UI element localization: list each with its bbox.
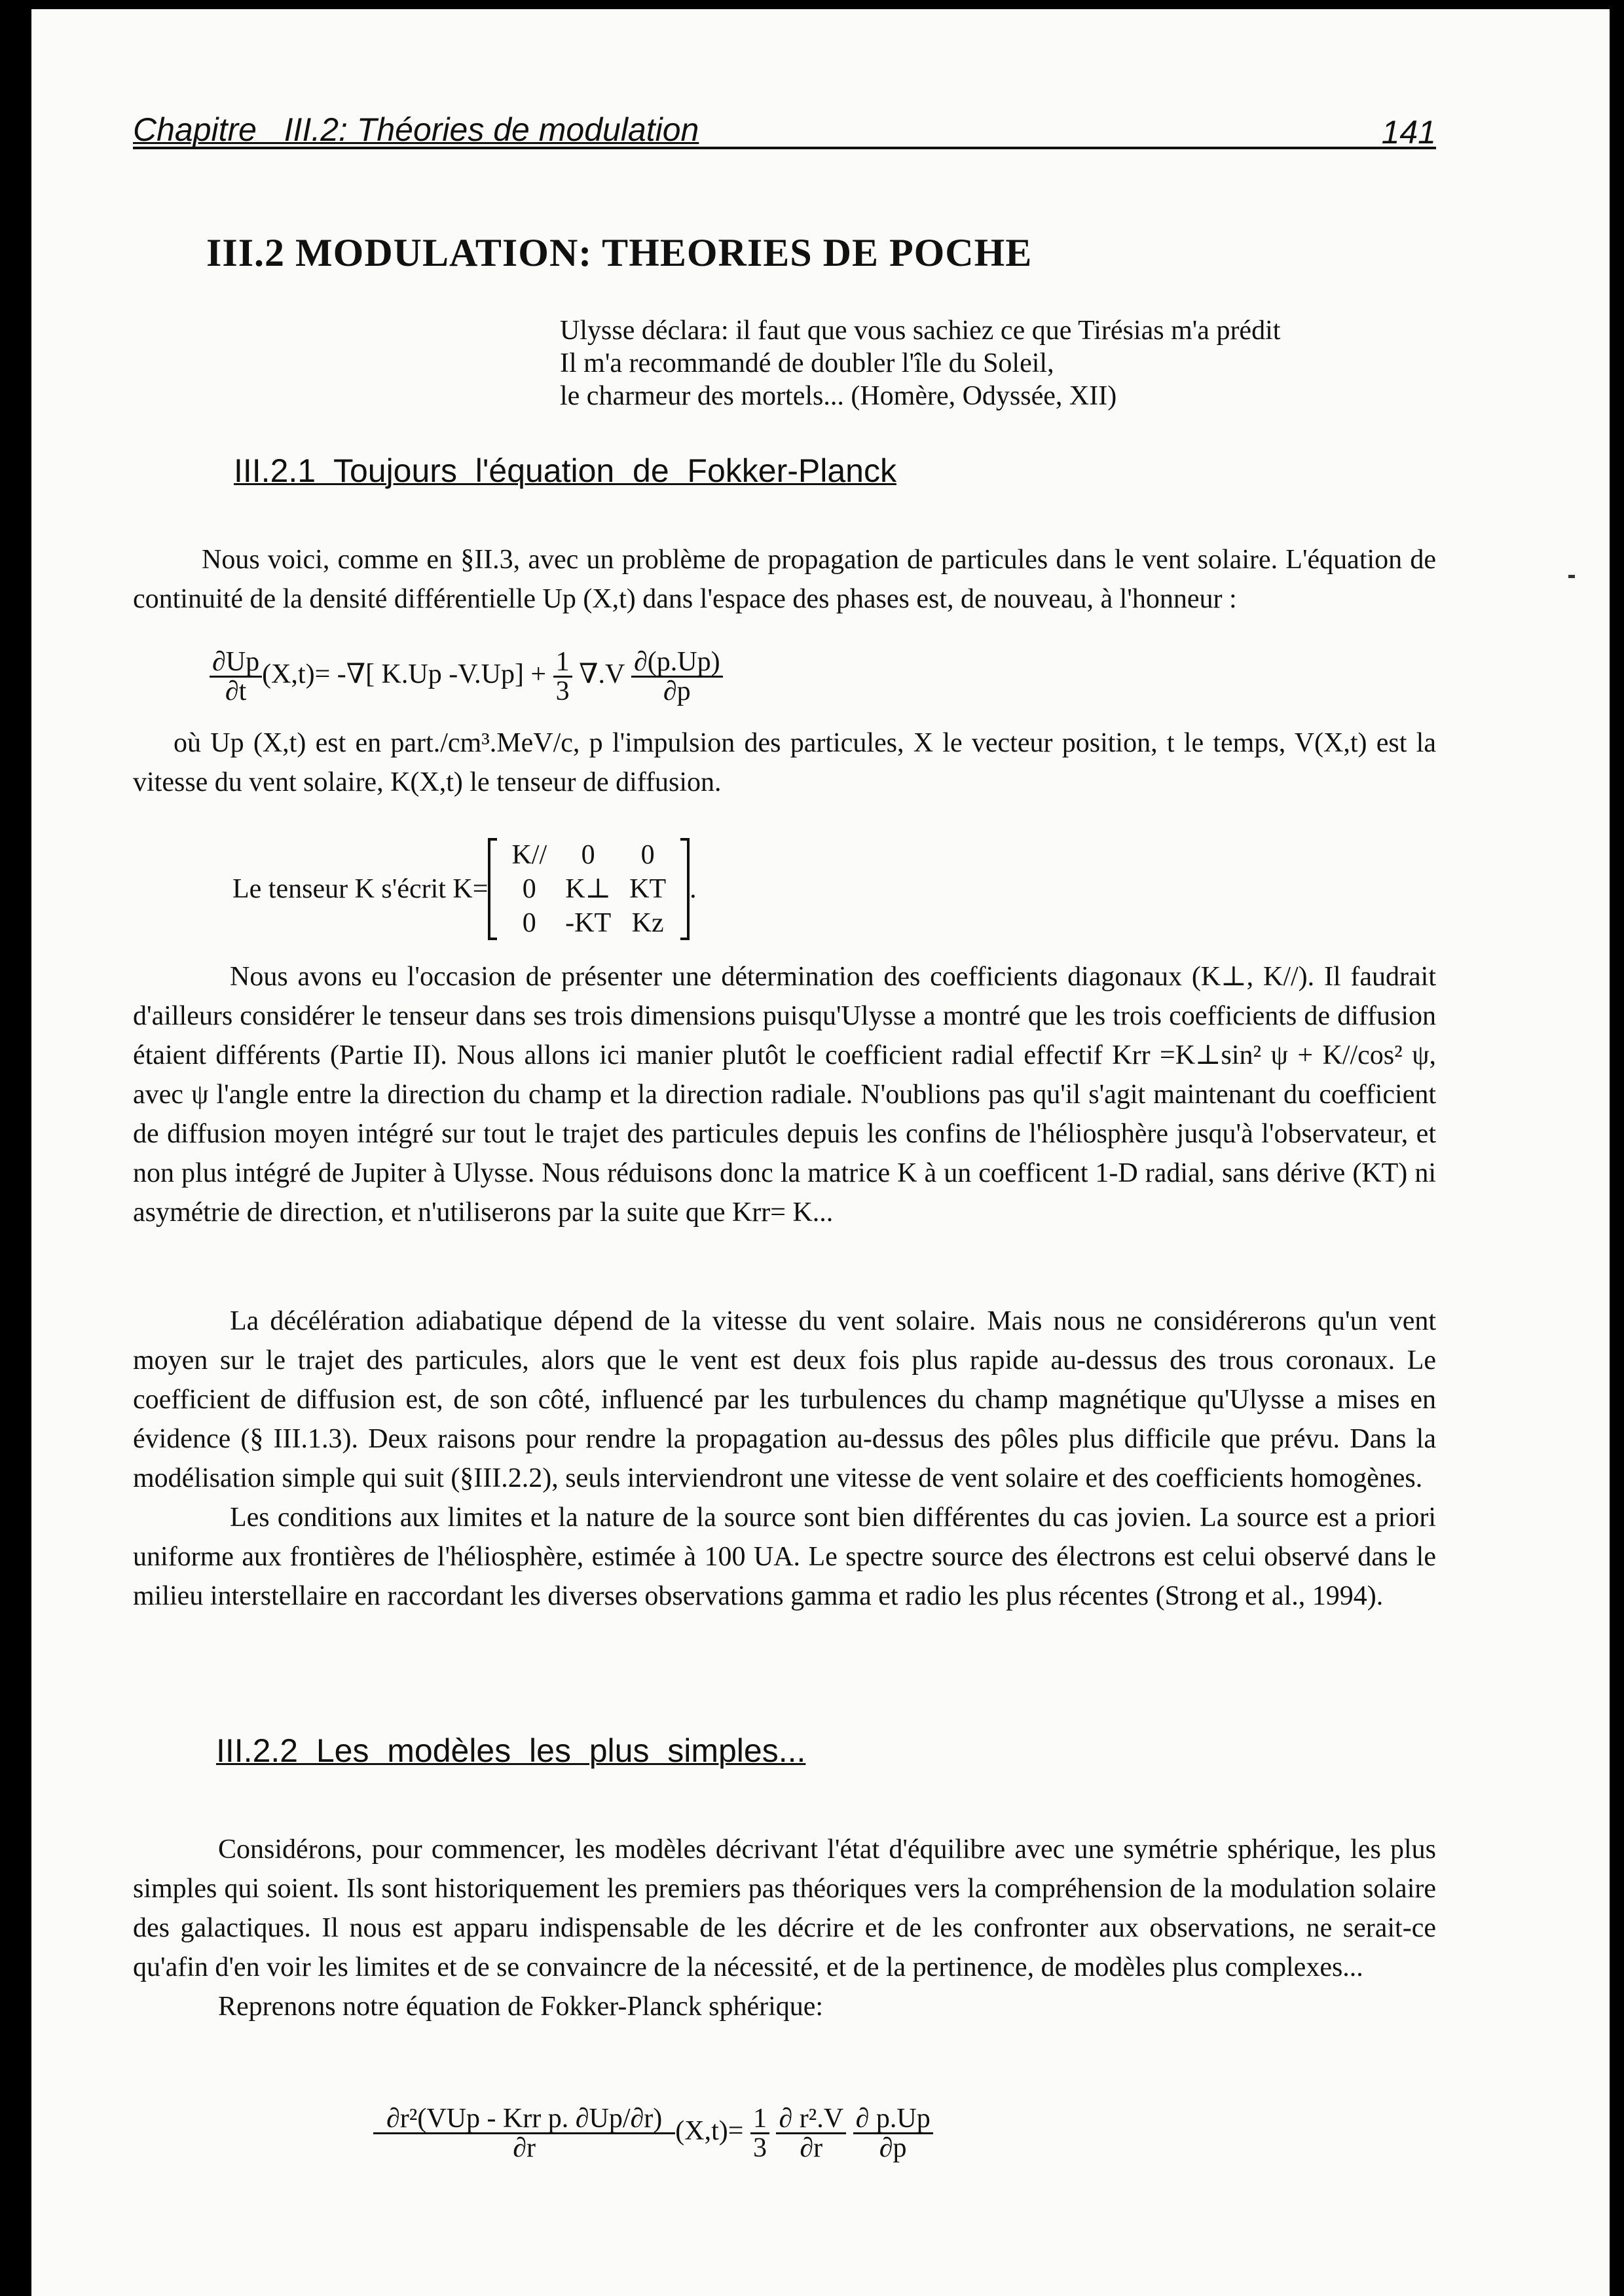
fraction: $\frac{\text{∂r²(VUp - Krr p. ∂Up/∂r)}}{\partial r}$ (373, 2105, 675, 2162)
epigraph-line: Ulysse déclara: il faut que vous sachiez ce que Tirésias m'a prédit (560, 316, 1281, 346)
paragraph-text: Les conditions aux limites et la nature de la source sont bien différentes du cas jovien. La source est a priori uniforme aux frontières de l'héliosphère, estimée à 100 UA. Le spectre source des électrons est celui observé dans le milieu interstellaire en raccordant les diverses observations gamma et radio les plus récentes (Strong et al., 1994). (133, 1503, 1436, 1611)
paragraph-text: Nous avons eu l'occasion de présenter une détermination des coefficients diagonaux (K⊥, K//). Il faudrait d'ailleurs considérer le tenseur dans ses trois dimensions puisqu'Ulysse a montré que les trois coefficients de diffusion étaient différents (Partie II). Nous allons ici manier plutôt le coefficient radial effectif Krr =K⊥sin² ψ + K//cos² ψ, avec ψ l'angle entre la direction du champ et la direction radiale. N'oublions pas qu'il s'agit maintenant du coefficient de diffusion moyen intégré sur tout le trajet des particules depuis les confins de l'héliosphère jusqu'à l'observateur, et non plus intégré de Jupiter à Ulysse. Nous réduisons donc la matrice K à un coefficent 1-D radial, sans dérive (KT) ni asymétrie de direction, et n'utiliserons par la suite que Krr= K... (133, 962, 1436, 1228)
fraction: $\frac{1}{3}$ (750, 2105, 769, 2162)
fraction: $\frac{\partial p.Up}{\partial p}$ (853, 2105, 933, 2162)
deceleration-paragraph (133, 1302, 1436, 1616)
paragraph-text: La décélération adiabatique dépend de la vitesse du vent solaire. Mais nous ne considérerons qu'un vent moyen sur le trajet des particules, alors que le vent est deux fois plus rapide au-dessus des trous coronaux. Le coefficient de diffusion est, de son côté, influencé par les turbulences du champ magnétique qu'Ulysse a mises en évidence (§ III.1.3). Deux raisons pour rendre la propagation au-dessus des pôles plus difficile que prévu. Dans la modélisation simple qui suit (§III.2.2), seuls interviendront une vitesse de vent solaire et des coefficients homogènes. (133, 1306, 1436, 1493)
models-paragraph (133, 1830, 1436, 2026)
continuity-equation: $\frac{\partial Up}{\partial t}$ (X,t)= -∇[ K.Up -V.Up] + $\frac{1}{3}$ ∇.V $\frac{\partial(p.Up)}{\partial p}$ (210, 648, 723, 705)
paragraph-text: Nous voici, comme en §II.3, avec un problème de propagation de particules dans le vent solaire. L'équation de continuité de la densité différentielle Up (X,t) dans l'espace des phases est, de nouveau, à l'honneur : (133, 545, 1436, 614)
chapter-title: Chapitre III.2: Théories de modulation (133, 111, 699, 148)
section-heading-1: III.2.1 Toujours l'équation de Fokker-Planck (234, 452, 896, 489)
page-number: 141 (1381, 114, 1436, 151)
fraction: $\frac{\partial Up}{\partial t}$ (210, 648, 262, 705)
paragraph-text: Considérons, pour commencer, les modèles décrivant l'état d'équilibre avec une symétrie sphérique, les plus simples qui soient. Ils sont historiquement les premiers pas théoriques vers la compréhension de la modulation solaire des galactiques. Il nous est apparu indispensable de les décrire et de les confronter aux observations, ne serait-ce qu'afin d'en voir les limites et de se convaincre de la nécessité, et de la pertinence, de modèles plus complexes... (133, 1834, 1436, 1982)
tensor-definition: Le tenseur K s'écrit K= K// 0 0 0 K⊥ KT 0 -KT Kz . (232, 838, 697, 940)
section-heading-2: III.2.2 Les modèles les plus simples... (216, 1732, 806, 1769)
spherical-equation: $\frac{\text{∂r²(VUp - Krr p. ∂Up/∂r)}}{\partial r}$ (X,t)= $\frac{1}{3}$ $\frac{\text{∂ r².V}}{\partial r}$ $\frac{\partial p.Up}{\partial p}$ (373, 2105, 933, 2162)
paragraph-text: où Up (X,t) est en part./cm³.MeV/c, p l'impulsion des particules, X le vecteur position, t le temps, V(X,t) est la vitesse du vent solaire, K(X,t) le tenseur de diffusion. (133, 728, 1436, 797)
intro-paragraph (133, 540, 1436, 619)
epigraph (560, 314, 1477, 412)
running-header (133, 101, 1436, 149)
tensor-label: Le tenseur K s'écrit K= (232, 874, 489, 904)
fraction: $\frac{1}{3}$ (553, 648, 572, 705)
section-title: III.2 MODULATION: THEORIES DE POCHE (206, 231, 1033, 274)
fraction: $\frac{\text{∂ r².V}}{\partial r}$ (776, 2105, 846, 2162)
epigraph-line: Il m'a recommandé de doubler l'île du Soleil, (560, 348, 1054, 378)
fraction: $\frac{\partial(p.Up)}{\partial p}$ (631, 648, 723, 705)
epigraph-line: le charmeur des mortels... (Homère, Odyssée, XII) (560, 381, 1117, 411)
scan-speck (1568, 575, 1575, 578)
tensor-matrix: K// 0 0 0 K⊥ KT 0 -KT Kz (488, 838, 690, 940)
tensor-paragraph (133, 957, 1436, 1232)
after-equation-paragraph (133, 723, 1436, 802)
paragraph-text: Reprenons notre équation de Fokker-Planck sphérique: (218, 1992, 824, 2022)
